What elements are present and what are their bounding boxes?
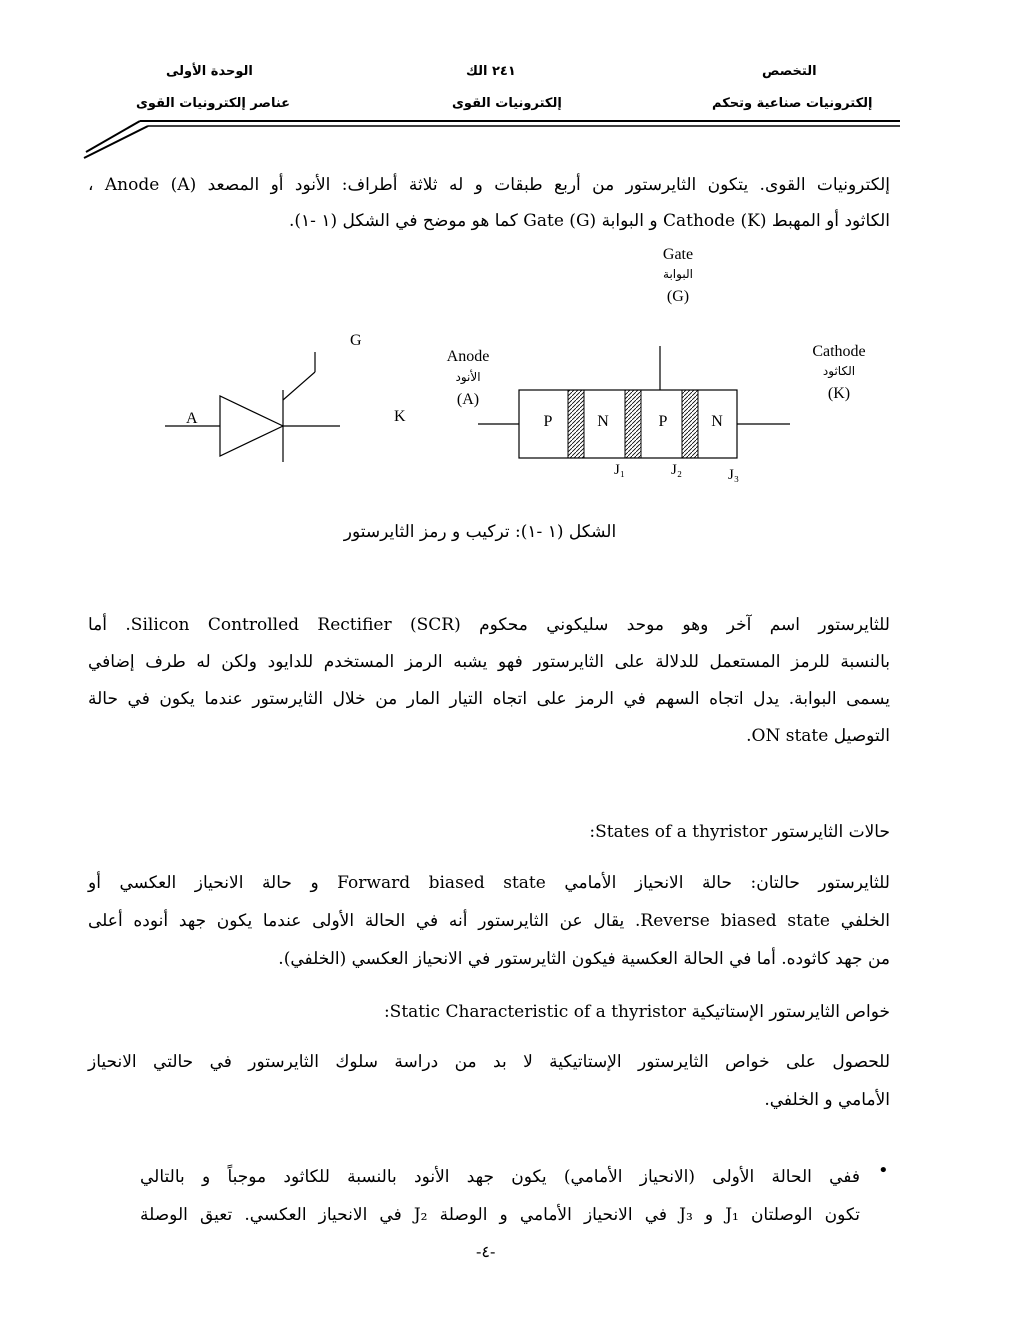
static-heading: خواص الثايرستور الإستاتيكية Static Characteristic of a thyristor: [383, 1002, 890, 1022]
symbol-gate-label: G [350, 332, 362, 349]
page-number: -٤- [476, 1242, 496, 1261]
scr-paragraph [88, 607, 890, 755]
static-line: للحصول على خواص الثايرستور الإستاتيكية لا بد من دراسة سلوك الثايرستور في حالتي الانحياز [88, 1052, 890, 1072]
cathode-label-en: Cathode [812, 343, 866, 360]
layer-p1: P [543, 413, 553, 430]
figure-caption: الشكل (١ -١): تركيب و رمز الثايرستور [343, 522, 617, 542]
intro-paragraph [88, 170, 890, 236]
bullet-paragraph [140, 1158, 860, 1234]
header-specialty-value: إلكترونيات صناعية وتحكم [712, 96, 873, 111]
junction-label-1: J₁ [614, 462, 626, 478]
scr-line: التوصيل ON state. [746, 726, 890, 746]
bullet-line: تكون الوصلتان J₁ و J₃ في الانحياز الأمامي و الوصلة J₂ في الانحياز العكسي. تعيق الوصلة [140, 1205, 860, 1225]
junction-1-hatch [568, 390, 584, 458]
junction-label-3: J₃ [728, 467, 740, 483]
gate-label-ar: البوابة [663, 267, 693, 281]
scr-line: يسمى البوابة. يدل اتجاه السهم في الرمز على اتجاه التيار المار من خلال الثايرستور عندما يكون في حالة [88, 689, 890, 709]
cathode-label-ar: الكاثود [822, 364, 856, 378]
symbol-cathode-label: K [394, 408, 406, 425]
anode-label-ar: الأنود [455, 370, 481, 384]
static-paragraph [88, 1043, 890, 1119]
pnpn-structure [478, 346, 790, 458]
states-paragraph [88, 864, 890, 978]
states-line: من جهد كاثوده. أما في الحالة العكسية فيكون الثايرستور في الانحياز العكسي (الخلفي). [278, 949, 890, 969]
bullet-icon: • [878, 1160, 889, 1181]
gate-label-en: Gate [662, 246, 694, 263]
thyristor-symbol [165, 352, 340, 462]
layer-n1: N [597, 413, 609, 430]
thyristor-figure [0, 240, 1024, 540]
junction-2-hatch [625, 390, 641, 458]
cathode-label-letter: (K) [827, 385, 851, 402]
layer-n2: N [711, 413, 723, 430]
bullet-line: ففي الحالة الأولى (الانحياز الأمامي) يكون جهد الأنود بالنسبة للكاثود موجباً و بالتالي [140, 1167, 860, 1187]
gate-label-letter: (G) [666, 288, 690, 305]
scr-line: بالنسبة للرمز المستعمل للدلالة على الثايرستور فهو يشبه الرمز المستخدم للدايود ولكن له طرف إضافي [88, 652, 890, 672]
header-course-code: ٢٤١ الك [466, 64, 516, 79]
header-rule [0, 0, 1024, 170]
junction-3-hatch [682, 390, 698, 458]
scr-line: للثايرستور اسم آخر وهو موحد سليكوني محكوم Silicon Controlled Rectifier (SCR). أما [88, 615, 890, 635]
layer-p2: P [658, 413, 668, 430]
states-line: للثايرستور حالتان: حالة الانحياز الأمامي Forward biased state و حالة الانحياز العكسي أو [88, 873, 890, 893]
header-course-name: إلكترونيات القوى [452, 96, 562, 111]
anode-label-letter: (A) [456, 391, 480, 408]
intro-line: الكاثود أو المهبط (K) Cathode و البوابة (G) Gate كما هو موضح في الشكل (١ -١). [288, 211, 890, 231]
anode-label-en: Anode [446, 348, 490, 365]
static-line: الأمامي و الخلفي. [764, 1090, 890, 1110]
header-unit-name: عناصر إلكترونيات القوى [136, 96, 291, 111]
intro-line: إلكترونيات القوى. يتكون الثايرستور من أربع طبقات و له ثلاثة أطراف: الأنود أو المصعد (A) Anode ، [88, 175, 890, 195]
header-unit-label: الوحدة الأولى [166, 64, 253, 79]
states-heading: حالات الثايرستور States of a thyristor: [589, 822, 890, 842]
header-specialty-label: التخصص [762, 64, 817, 79]
symbol-anode-label: A [186, 410, 198, 427]
states-line: الخلفي Reverse biased state. يقال عن الثايرستور أنه في الحالة الأولى عندما يكون جهد أنوده أعلى [88, 911, 890, 931]
junction-label-2: J₂ [671, 462, 683, 478]
